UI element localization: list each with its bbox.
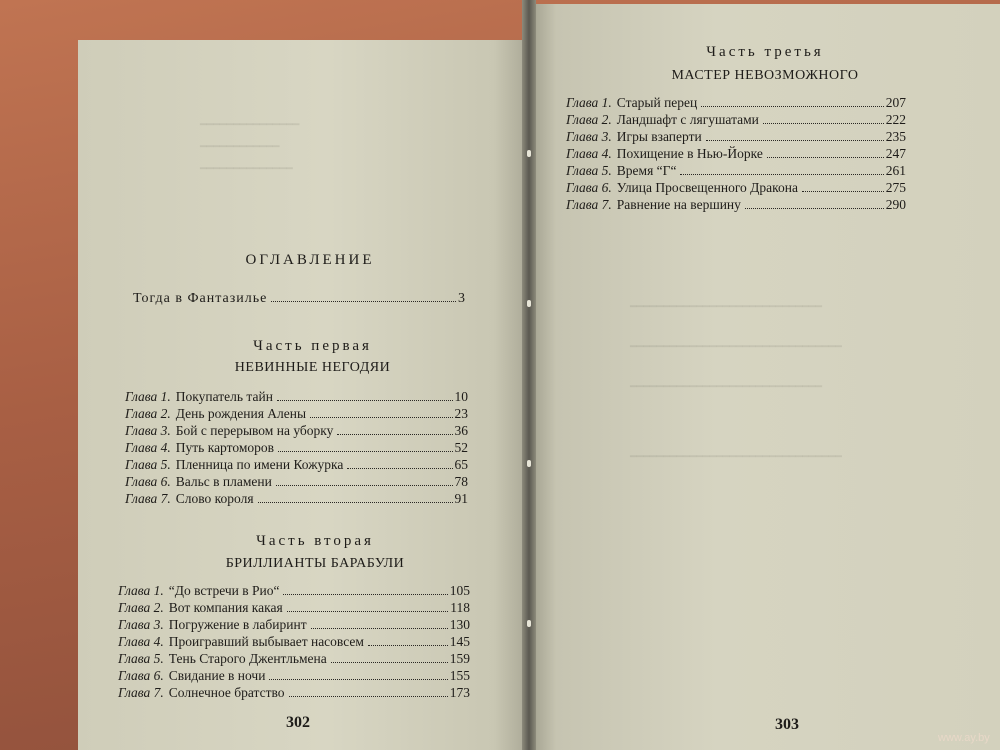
part2-subtitle: БРИЛЛИАНТЫ БАРАБУЛИ <box>225 556 405 571</box>
toc-row <box>125 473 468 490</box>
book-gutter <box>522 0 536 750</box>
chapter-page: 118 <box>450 600 470 615</box>
toc-row <box>566 179 906 196</box>
chapter-name: Пленница по имени Кожурка <box>175 457 344 472</box>
show-through-text: ━━━━━━━━━━━━━━━━━━━━━━━━━━━━━ <box>630 381 823 393</box>
leader-dots <box>331 662 448 663</box>
intro-page: 3 <box>458 291 466 306</box>
toc-row <box>118 684 470 701</box>
chapter-page: 207 <box>885 95 906 110</box>
watermark: www.ay.by <box>938 732 990 744</box>
part2-chapter-list <box>118 582 470 701</box>
show-through-text: ━━━━━━━━━━━━━━━━━━━━━━━━━━━━━━━━ <box>630 451 842 463</box>
leader-dots <box>287 611 449 612</box>
toc-row <box>566 111 906 128</box>
show-through-text: ━━━━━━━━━━━━━━━ <box>200 119 300 131</box>
leader-dots <box>278 451 452 452</box>
chapter-label: Глава 6. <box>118 668 164 683</box>
chapter-page: 145 <box>449 634 470 649</box>
right-page-number: 303 <box>775 716 799 733</box>
chapter-name: Свидание в ночи <box>168 668 266 683</box>
leader-dots <box>802 191 884 192</box>
toc-row <box>118 599 470 616</box>
toc-row <box>566 94 906 111</box>
chapter-name: День рождения Алены <box>175 406 307 421</box>
leader-dots <box>706 140 884 141</box>
chapter-page: 10 <box>454 389 468 404</box>
chapter-label: Глава 1. <box>118 583 164 598</box>
part1-title: Часть первая <box>253 338 372 354</box>
chapter-name: Вальс в пламени <box>175 474 272 489</box>
chapter-name: Слово короля <box>175 491 254 506</box>
leader-dots <box>276 485 453 486</box>
toc-row <box>566 196 906 213</box>
leader-dots <box>347 468 452 469</box>
chapter-name: Вот компания какая <box>168 600 283 615</box>
leader-dots <box>337 434 452 435</box>
toc-row <box>118 650 470 667</box>
leader-dots <box>310 417 452 418</box>
toc-row <box>118 616 470 633</box>
chapter-name: Погружение в лабиринт <box>168 617 307 632</box>
leader-dots <box>271 301 456 302</box>
part1-chapter-list <box>125 388 468 507</box>
chapter-page: 130 <box>449 617 470 632</box>
chapter-name: Тень Старого Джентльмена <box>168 651 327 666</box>
leader-dots <box>277 400 453 401</box>
binding-stitch <box>527 300 531 307</box>
chapter-label: Глава 7. <box>566 197 612 212</box>
chapter-label: Глава 5. <box>118 651 164 666</box>
part3-title: Часть третья <box>706 44 824 60</box>
toc-row <box>566 162 906 179</box>
toc-row <box>125 405 468 422</box>
chapter-label: Глава 4. <box>118 634 164 649</box>
chapter-page: 36 <box>454 423 468 438</box>
chapter-name: Улица Просвещенного Дракона <box>616 180 798 195</box>
chapter-page: 159 <box>449 651 470 666</box>
chapter-label: Глава 2. <box>125 406 171 421</box>
show-through-text: ━━━━━━━━━━━━ <box>200 141 280 153</box>
leader-dots <box>289 696 448 697</box>
chapter-name: Путь картоморов <box>175 440 275 455</box>
leader-dots <box>701 106 883 107</box>
binding-stitch <box>527 150 531 157</box>
chapter-page: 65 <box>454 457 468 472</box>
leader-dots <box>767 157 884 158</box>
toc-heading: ОГЛАВЛЕНИЕ <box>245 252 375 268</box>
leader-dots <box>283 594 447 595</box>
chapter-page: 23 <box>454 406 468 421</box>
chapter-label: Глава 4. <box>125 440 171 455</box>
chapter-page: 52 <box>454 440 468 455</box>
chapter-label: Глава 3. <box>125 423 171 438</box>
chapter-page: 105 <box>449 583 470 598</box>
leader-dots <box>763 123 884 124</box>
chapter-label: Глава 5. <box>125 457 171 472</box>
left-page-number: 302 <box>286 714 310 731</box>
leader-dots <box>680 174 883 175</box>
toc-row <box>125 456 468 473</box>
chapter-name: Равнение на вершину <box>616 197 741 212</box>
chapter-label: Глава 2. <box>118 600 164 615</box>
chapter-name: Бой с перерывом на уборку <box>175 423 334 438</box>
toc-row <box>125 388 468 405</box>
show-through-text: ━━━━━━━━━━━━━━━━━━━━━━━━━━━━━ <box>630 301 823 313</box>
chapter-page: 290 <box>885 197 906 212</box>
chapter-name: Ландшафт с лягушатами <box>616 112 759 127</box>
chapter-label: Глава 6. <box>566 180 612 195</box>
chapter-label: Глава 5. <box>566 163 612 178</box>
chapter-page: 222 <box>885 112 906 127</box>
leader-dots <box>269 679 447 680</box>
toc-row <box>125 439 468 456</box>
chapter-page: 235 <box>885 129 906 144</box>
chapter-label: Глава 1. <box>566 95 612 110</box>
part3-subtitle: МАСТЕР НЕВОЗМОЖНОГО <box>671 68 859 83</box>
chapter-name: Покупатель тайн <box>175 389 273 404</box>
chapter-name: “До встречи в Рио“ <box>168 583 280 598</box>
part3-chapter-list <box>566 94 906 213</box>
toc-row <box>566 128 906 145</box>
chapter-page: 247 <box>885 146 906 161</box>
intro-name: Тогда в Фантазилье <box>133 291 268 306</box>
chapter-name: Проигравший выбывает насовсем <box>168 634 364 649</box>
toc-row <box>118 582 470 599</box>
chapter-name: Солнечное братство <box>168 685 285 700</box>
leader-dots <box>258 502 453 503</box>
chapter-page: 173 <box>449 685 470 700</box>
toc-row <box>118 633 470 650</box>
chapter-name: Похищение в Нью-Йорке <box>616 146 763 161</box>
chapter-name: Игры взаперти <box>616 129 702 144</box>
part1-subtitle: НЕВИННЫЕ НЕГОДЯИ <box>234 360 391 375</box>
chapter-label: Глава 7. <box>118 685 164 700</box>
chapter-page: 91 <box>454 491 468 506</box>
leader-dots <box>311 628 448 629</box>
toc-row <box>125 422 468 439</box>
part2-title: Часть вторая <box>256 533 374 549</box>
chapter-name: Старый перец <box>616 95 698 110</box>
toc-intro <box>133 290 466 307</box>
chapter-label: Глава 7. <box>125 491 171 506</box>
show-through-text: ━━━━━━━━━━━━━━━━━━━━━━━━━━━━━━━━ <box>630 341 842 353</box>
show-through-text: ━━━━━━━━━━━━━━ <box>200 163 293 175</box>
toc-row <box>118 667 470 684</box>
chapter-page: 261 <box>885 163 906 178</box>
chapter-label: Глава 1. <box>125 389 171 404</box>
chapter-page: 78 <box>454 474 468 489</box>
binding-stitch <box>527 620 531 627</box>
binding-stitch <box>527 460 531 467</box>
leader-dots <box>368 645 448 646</box>
chapter-name: Время “Г“ <box>616 163 677 178</box>
chapter-label: Глава 6. <box>125 474 171 489</box>
toc-row <box>566 145 906 162</box>
chapter-label: Глава 3. <box>566 129 612 144</box>
chapter-label: Глава 4. <box>566 146 612 161</box>
chapter-page: 155 <box>449 668 470 683</box>
chapter-page: 275 <box>885 180 906 195</box>
leader-dots <box>745 208 884 209</box>
toc-row <box>125 490 468 507</box>
chapter-label: Глава 2. <box>566 112 612 127</box>
chapter-label: Глава 3. <box>118 617 164 632</box>
